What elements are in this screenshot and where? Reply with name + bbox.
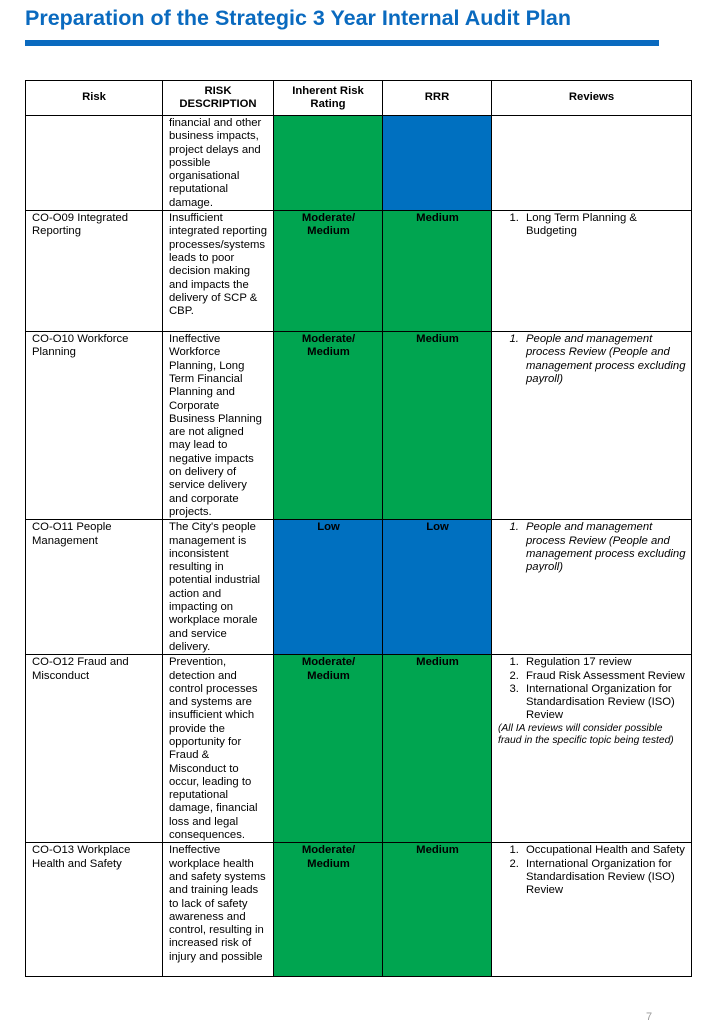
column-header-rrr: RRR: [383, 81, 492, 116]
review-item: 1. People and management process Review (People and management process excluding payroll): [522, 333, 686, 386]
review-item: 2. International Organization for Standardisation Review (ISO) Review: [522, 858, 686, 898]
column-header-risk-description: RISK DESCRIPTION: [163, 81, 274, 116]
reviews-cell: [492, 211, 692, 332]
inherent-risk-rating-cell: Moderate/ Medium: [274, 332, 383, 520]
table-row: [26, 655, 692, 843]
risk-cell: CO-O09 Integrated Reporting: [26, 211, 163, 332]
review-item: 1. Occupational Health and Safety: [522, 844, 686, 857]
reviews-list: [498, 656, 686, 722]
title-underline: [25, 40, 659, 46]
inherent-risk-rating-cell: Moderate/ Medium: [274, 655, 383, 843]
risk-cell: CO-O13 Workplace Health and Safety: [26, 843, 163, 977]
table-row: [26, 332, 692, 520]
column-header-risk: Risk: [26, 81, 163, 116]
risk-description-cell: financial and other business impacts, project delays and possible organisational reputational damage.: [163, 116, 274, 211]
rrr-cell: [383, 116, 492, 211]
risk-cell: CO-O11 People Management: [26, 520, 163, 655]
risk-description-cell: Prevention, detection and control processes and systems are insufficient which provide the opportunity for Fraud & Misconduct to occur, leading to reputational damage, financial loss and legal consequences.: [163, 655, 274, 843]
inherent-risk-rating-cell: Moderate/ Medium: [274, 211, 383, 332]
rrr-cell: Medium: [383, 655, 492, 843]
reviews-list: [498, 521, 686, 574]
reviews-cell: [492, 116, 692, 211]
reviews-list: [498, 212, 686, 239]
rrr-cell: Medium: [383, 332, 492, 520]
rrr-cell: Medium: [383, 843, 492, 977]
table-row: [26, 843, 692, 977]
reviews-cell: [492, 843, 692, 977]
column-header-reviews: Reviews: [492, 81, 692, 116]
rrr-cell: Low: [383, 520, 492, 655]
rrr-cell: Medium: [383, 211, 492, 332]
reviews-list: [498, 844, 686, 897]
risk-description-cell: Ineffective Workforce Planning, Long Term Financial Planning and Corporate Business Planning are not aligned may lead to negative impacts on delivery of service delivery and corporate projects.: [163, 332, 274, 520]
table-row: [26, 520, 692, 655]
table-row: [26, 211, 692, 332]
review-item: 1. Regulation 17 review: [522, 656, 686, 669]
page-number: 7: [646, 1011, 653, 1023]
risk-cell: CO-O12 Fraud and Misconduct: [26, 655, 163, 843]
risk-description-cell: The City's people management is inconsistent resulting in potential industrial action and impacting on workplace morale and service delivery.: [163, 520, 274, 655]
review-item: 1. People and management process Review (People and management process excluding payroll): [522, 521, 686, 574]
review-item: 3. International Organization for Standardisation Review (ISO) Review: [522, 683, 686, 723]
reviews-list: [498, 333, 686, 386]
inherent-risk-rating-cell: Low: [274, 520, 383, 655]
review-item: 1. Long Term Planning & Budgeting: [522, 212, 686, 239]
inherent-risk-rating-cell: [274, 116, 383, 211]
reviews-cell: [492, 655, 692, 843]
table-row: [26, 116, 692, 211]
audit-plan-table: [25, 80, 692, 977]
risk-cell: [26, 116, 163, 211]
reviews-cell: [492, 332, 692, 520]
page-title: Preparation of the Strategic 3 Year Internal Audit Plan: [25, 6, 572, 30]
review-item: 2. Fraud Risk Assessment Review: [522, 670, 686, 683]
risk-description-cell: Insufficient integrated reporting processes/systems leads to poor decision making and impacts the delivery of SCP & CBP.: [163, 211, 274, 332]
risk-description-cell: Ineffective workplace health and safety systems and training leads to lack of safety awareness and control, resulting in increased risk of injury and possible: [163, 843, 274, 977]
column-header-inherent-risk-rating: Inherent Risk Rating: [274, 81, 383, 116]
reviews-cell: [492, 520, 692, 655]
table-header-row: [26, 81, 692, 116]
inherent-risk-rating-cell: Moderate/ Medium: [274, 843, 383, 977]
fraud-review-note: (All IA reviews will consider possible fraud in the specific topic being tested): [498, 722, 674, 747]
risk-cell: CO-O10 Workforce Planning: [26, 332, 163, 520]
